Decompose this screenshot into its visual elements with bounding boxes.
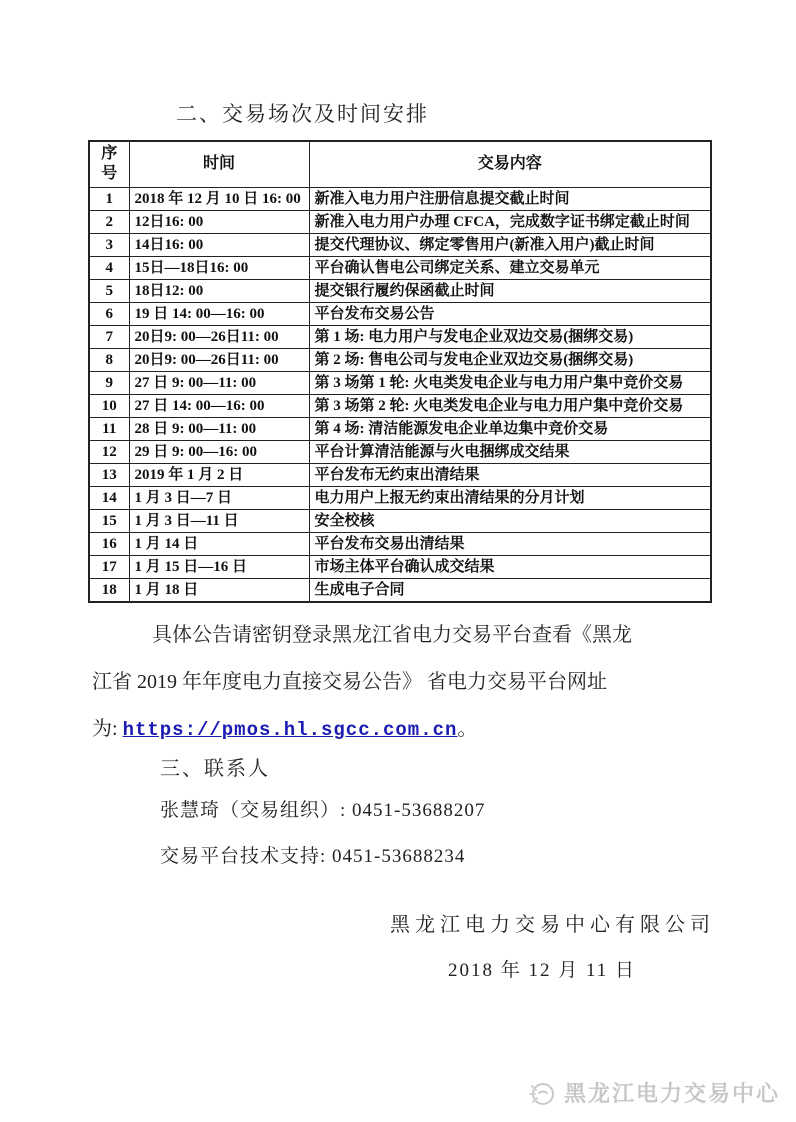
table-row: [89, 210, 711, 233]
signature-company: 黑龙江电力交易中心有限公司: [390, 914, 715, 936]
row-content: 平台发布交易公告: [309, 302, 711, 325]
table-row: [89, 256, 711, 279]
table-row: [89, 394, 711, 417]
header-row: [89, 141, 711, 187]
sun-circle-logo-icon: [526, 1078, 556, 1108]
row-no: 7: [89, 325, 129, 348]
table-row: [89, 486, 711, 509]
paragraph-line-3: [92, 706, 706, 753]
section3-title: 三、联系人: [160, 758, 270, 780]
row-no: 1: [89, 187, 129, 210]
table-row: [89, 348, 711, 371]
url-suffix-text: 。: [457, 718, 478, 740]
row-no: 5: [89, 279, 129, 302]
contact-line-tech-support: 交易平台技术支持: 0451-53688234: [160, 846, 466, 867]
row-content: 平台发布交易出清结果: [309, 532, 711, 555]
schedule-table-body: [89, 187, 711, 602]
row-content: 生成电子合同: [309, 578, 711, 602]
row-time: 27 日 14: 00—16: 00: [129, 394, 309, 417]
paragraph-line-2: 江省 2019 年年度电力直接交易公告》 省电力交易平台网址: [92, 671, 607, 693]
table-row: [89, 440, 711, 463]
row-no: 12: [89, 440, 129, 463]
row-no: 10: [89, 394, 129, 417]
table-row: [89, 325, 711, 348]
table-row: [89, 509, 711, 532]
section2-title: 二、交易场次及时间安排: [176, 102, 429, 126]
table-row: [89, 371, 711, 394]
row-time: 1 月 14 日: [129, 532, 309, 555]
table-row: [89, 233, 711, 256]
table-row: [89, 532, 711, 555]
row-time: 12日16: 00: [129, 210, 309, 233]
contact-line-organizer: 张慧琦（交易组织）: 0451-53688207: [160, 800, 486, 821]
row-content: 安全校核: [309, 509, 711, 532]
row-content: 市场主体平台确认成交结果: [309, 555, 711, 578]
row-no: 2: [89, 210, 129, 233]
row-time: 2018 年 12 月 10 日 16: 00: [129, 187, 309, 210]
table-row: [89, 463, 711, 486]
col-header-time: 时间: [129, 141, 309, 187]
row-content: 提交银行履约保函截止时间: [309, 279, 711, 302]
row-time: 1 月 18 日: [129, 578, 309, 602]
row-time: 27 日 9: 00—11: 00: [129, 371, 309, 394]
row-time: 1 月 15 日—16 日: [129, 555, 309, 578]
row-time: 2019 年 1 月 2 日: [129, 463, 309, 486]
row-time: 20日9: 00—26日11: 00: [129, 348, 309, 371]
row-content: 第 4 场: 清洁能源发电企业单边集中竞价交易: [309, 417, 711, 440]
row-content: 新准入电力用户注册信息提交截止时间: [309, 187, 711, 210]
schedule-table: [88, 140, 712, 603]
row-no: 11: [89, 417, 129, 440]
col-header-no: 序号: [89, 141, 129, 187]
table-row: [89, 555, 711, 578]
table-row: [89, 279, 711, 302]
row-no: 4: [89, 256, 129, 279]
row-no: 18: [89, 578, 129, 602]
row-no: 13: [89, 463, 129, 486]
announcement-paragraph: [92, 612, 706, 753]
row-content: 第 3 场第 1 轮: 火电类发电企业与电力用户集中竞价交易: [309, 371, 711, 394]
row-content: 电力用户上报无约束出清结果的分月计划: [309, 486, 711, 509]
row-content: 第 1 场: 电力用户与发电企业双边交易(捆绑交易): [309, 325, 711, 348]
footer-watermark: [526, 1077, 780, 1108]
row-content: 第 2 场: 售电公司与发电企业双边交易(捆绑交易): [309, 348, 711, 371]
row-no: 9: [89, 371, 129, 394]
platform-url-link[interactable]: https://pmos.hl.sgcc.com.cn: [122, 719, 458, 741]
table-row: [89, 417, 711, 440]
row-time: 29 日 9: 00—16: 00: [129, 440, 309, 463]
row-content: 提交代理协议、绑定零售用户(新准入用户)截止时间: [309, 233, 711, 256]
row-time: 1 月 3 日—7 日: [129, 486, 309, 509]
row-no: 17: [89, 555, 129, 578]
row-time: 18日12: 00: [129, 279, 309, 302]
row-no: 6: [89, 302, 129, 325]
table-row: [89, 578, 711, 602]
table-row: [89, 302, 711, 325]
row-time: 19 日 14: 00—16: 00: [129, 302, 309, 325]
footer-watermark-text: 黑龙江电力交易中心: [563, 1081, 780, 1106]
row-content: 平台发布无约束出清结果: [309, 463, 711, 486]
row-time: 14日16: 00: [129, 233, 309, 256]
row-no: 14: [89, 486, 129, 509]
row-time: 20日9: 00—26日11: 00: [129, 325, 309, 348]
row-time: 28 日 9: 00—11: 00: [129, 417, 309, 440]
row-no: 3: [89, 233, 129, 256]
signature-date: 2018 年 12 月 11 日: [448, 960, 637, 981]
row-no: 15: [89, 509, 129, 532]
url-prefix-text: 为:: [92, 718, 123, 740]
row-content: 平台确认售电公司绑定关系、建立交易单元: [309, 256, 711, 279]
table-row: [89, 187, 711, 210]
row-content: 新准入电力用户办理 CFCA，完成数字证书绑定截止时间: [309, 210, 711, 233]
paragraph-line-1: 具体公告请密钥登录黑龙江省电力交易平台查看《黑龙: [152, 624, 632, 646]
row-content: 第 3 场第 2 轮: 火电类发电企业与电力用户集中竞价交易: [309, 394, 711, 417]
schedule-table-header: [89, 141, 711, 187]
col-header-content: 交易内容: [309, 141, 711, 187]
row-no: 16: [89, 532, 129, 555]
row-time: 15日—18日16: 00: [129, 256, 309, 279]
row-time: 1 月 3 日—11 日: [129, 509, 309, 532]
row-content: 平台计算清洁能源与火电捆绑成交结果: [309, 440, 711, 463]
row-no: 8: [89, 348, 129, 371]
